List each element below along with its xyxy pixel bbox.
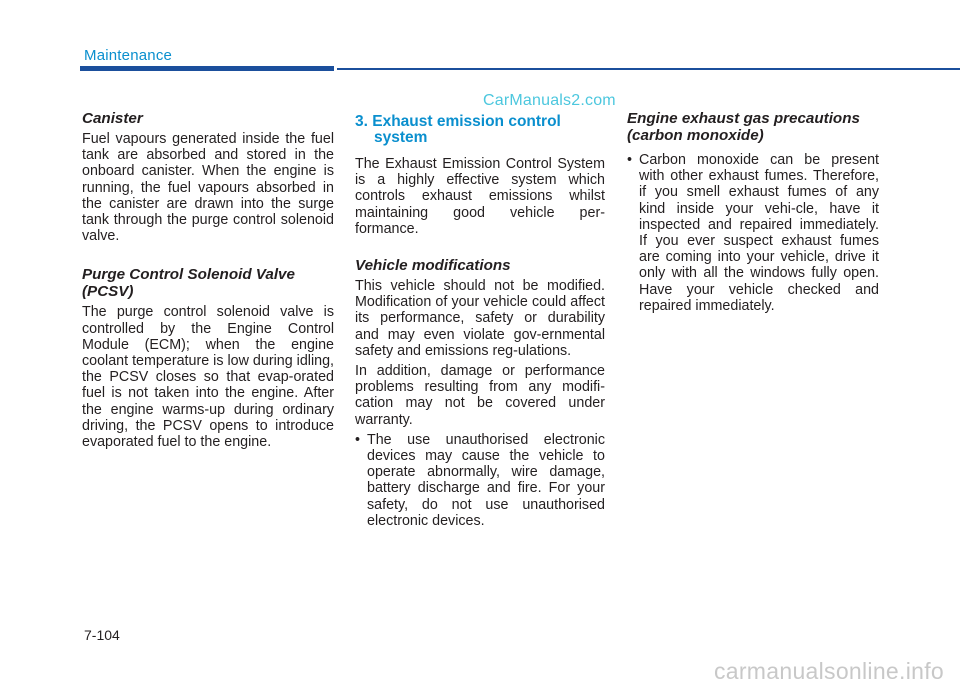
bullet-icon: • [627, 152, 633, 168]
pcsv-heading: Purge Control Solenoid Valve (PCSV) [82, 266, 295, 301]
column-right [627, 110, 879, 314]
canister-paragraph: Fuel vapours generated inside the fuel tank are absorbed and stored in the onboard canister. When the engine is running, the fuel vapours absorbed in the canister are drawn into the surge tank through the purge control solenoid valve. [82, 131, 334, 245]
column-middle [355, 110, 605, 529]
column-left [82, 110, 334, 450]
bullet-icon: • [355, 431, 361, 448]
modifications-paragraph: This vehicle should not be modified. Modification of your vehicle could affect its performance, safety or durability and may even violate gov-ernmental safety and emissions reg-ulations. [355, 278, 605, 359]
section-heading-exhaust-emission: 3. Exhaust emission control system [355, 113, 561, 146]
list-item [627, 152, 879, 314]
watermark-bottom: carmanualsonline.info [713, 658, 944, 684]
pcsv-paragraph: The purge control solenoid valve is controlled by the Engine Control Module (ECM); when the engine coolant temperature is low during idling, the PCSV closes so that evap-orated fuel is not taken into the engine. After the engine warms-up during ordinary driving, the PCSV opens to introduce evaporated fuel to the engine. [82, 304, 334, 451]
bullet-text: The use unauthorised electronic devices may cause the vehicle to operate abnormally, wire damage, battery discharge and fire. For your safety, do not use unauthorised electronic devices. [367, 431, 605, 529]
bullet-text: Carbon monoxide can be present with other exhaust fumes. Therefore, if you smell exhaust fumes of any kind inside your vehi-cle, have it inspected and repaired immediately. If you ever suspect exhaust fumes are coming into your vehicle, drive it only with all the windows fully open. Have your vehicle checked and repaired immediately. [639, 152, 879, 314]
damage-paragraph: In addition, damage or performance problems resulting from any modifi-cation may not be covered under warranty. [355, 363, 605, 428]
watermark-top: CarManuals2.com [483, 92, 616, 109]
header-rule-thick [80, 66, 334, 71]
canister-heading: Canister [82, 110, 143, 127]
exhaust-precautions-heading: Engine exhaust gas precautions (carbon monoxide) [627, 110, 860, 144]
list-item [355, 432, 605, 529]
intro-paragraph: The Exhaust Emission Control System is a highly effective system which controls exhaust emissions whilst maintaining good vehicle per-formance. [355, 156, 605, 237]
vehicle-modifications-heading: Vehicle modifications [355, 257, 511, 275]
page-header-title: Maintenance [84, 47, 173, 64]
page-number: 7-104 [84, 627, 120, 643]
header-rule-thin [337, 68, 960, 70]
